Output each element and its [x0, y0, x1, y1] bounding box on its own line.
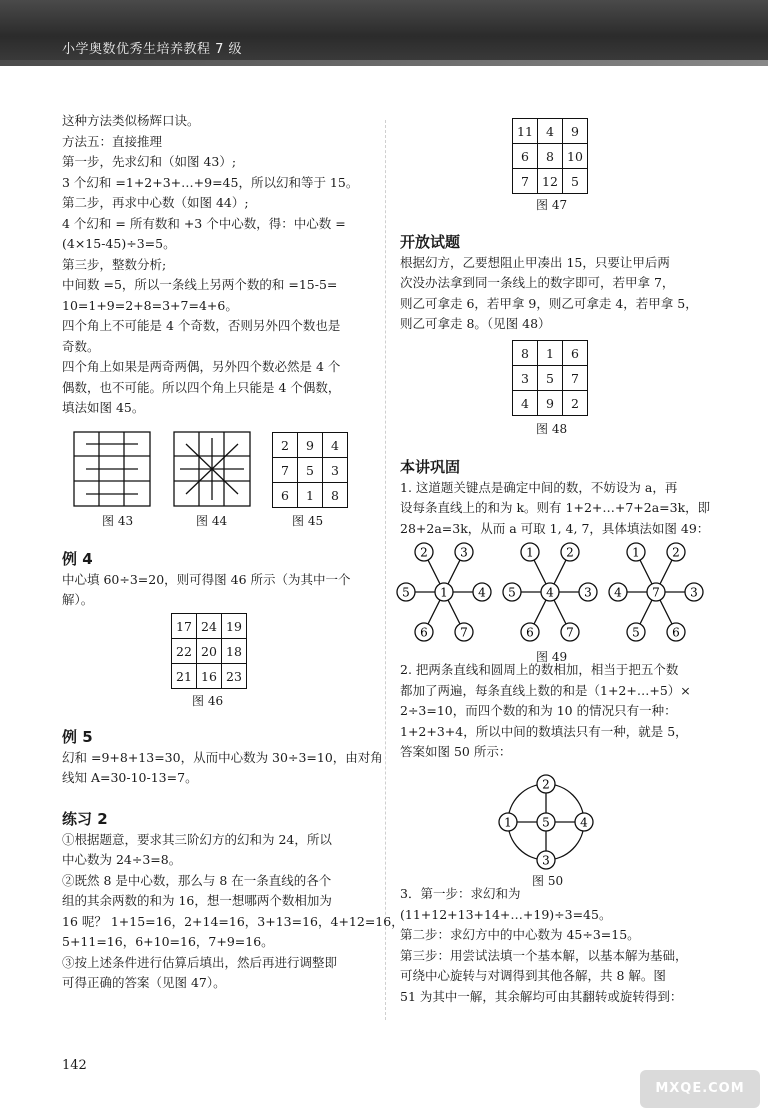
node [455, 623, 473, 641]
text-line: 方法五：直接推理 [62, 133, 163, 149]
node-label: 5 [632, 625, 640, 640]
text-line: 可绕中心旋转与对调得到其他各解，共 8 解。图 [400, 968, 666, 983]
banner-edge [0, 60, 768, 66]
consolidation [400, 457, 710, 539]
node [435, 583, 453, 601]
text-line: 线知 A=30-10-13=7。 [62, 770, 198, 785]
node-label: 7 [460, 625, 468, 640]
text-line: 3．第一步：求幻和为 [400, 886, 521, 901]
node-label: 2 [566, 545, 574, 560]
node-label: 1 [526, 545, 534, 560]
text-line: 中间数 =5，所以一条线上另两个数的和 =15-5= [62, 277, 338, 292]
svg-text:4: 4 [580, 815, 588, 830]
cell: 4 [538, 119, 563, 144]
cell: 7 [273, 458, 298, 483]
cell: 1 [538, 341, 563, 366]
cell: 6 [563, 341, 588, 366]
figure-49-stars [396, 538, 698, 646]
text-line: 4 个幻和 = 所有数和 +3 个中心数，得：中心数 = [62, 215, 346, 231]
node-label: 4 [478, 585, 486, 600]
text-line: ②既然 8 是中心数，那么与 8 在一条直线的各个 [62, 872, 332, 888]
node-label: 4 [546, 585, 554, 600]
text-line: ①根据题意，要求其三阶幻方的幻和为 24，所以 [62, 831, 332, 847]
text-line: 根据幻方，乙要想阻止甲凑出 15，只要让甲后两 [400, 254, 670, 270]
cell: 6 [273, 483, 298, 508]
node [609, 583, 627, 601]
node-label: 6 [526, 625, 534, 640]
open-question [400, 232, 698, 335]
text-line: 则乙可拿走 6，若甲拿 9，则乙可拿走 4，若甲拿 5， [400, 295, 698, 311]
figure-45-caption: 图 45 [292, 514, 324, 528]
node-label: 5 [508, 585, 516, 600]
text-line: 10=1+9=2+8=3+7=4+6。 [62, 297, 238, 313]
svg-text:5: 5 [542, 815, 550, 830]
cell: 12 [538, 169, 563, 194]
cell: 17 [172, 614, 197, 639]
cell: 2 [563, 391, 588, 416]
cell: 8 [323, 483, 348, 508]
text-line: 解）。 [62, 592, 94, 607]
figure-49-caption: 图 49 [536, 650, 568, 664]
consolidation-2 [400, 660, 691, 763]
text-line: 奇数。 [62, 338, 100, 354]
text-line: 中心数为 24÷3=8。 [62, 852, 182, 867]
node-label: 3 [460, 545, 468, 560]
cell: 20 [197, 639, 222, 664]
text-line: 1. 这道题关键点是确定中间的数，不妨设为 a，再 [400, 479, 678, 495]
text-line: (4×15-45)÷3=5。 [62, 236, 176, 251]
text-line: 1+2+3+4，所以中间的数填法只有一种，就是 5， [400, 723, 688, 739]
node [415, 623, 433, 641]
cell: 21 [172, 664, 197, 689]
text-line: ③按上述条件进行估算后填出，然后再进行调整即 [62, 954, 338, 970]
text-line: 第一步，先求幻和（如图 43）; [62, 154, 237, 169]
node-label: 7 [652, 585, 660, 600]
figure-48-magic-square [512, 340, 588, 416]
page-number: 142 [62, 1058, 87, 1073]
cell: 8 [538, 144, 563, 169]
text-line: 次没办法拿到同一条线上的数字即可，若甲拿 7， [400, 275, 675, 290]
cell: 9 [298, 433, 323, 458]
text-line: 5+11=16，6+10=16，7+9=16。 [62, 934, 274, 949]
node [685, 583, 703, 601]
node [397, 583, 415, 601]
text-line: 都加了两遍，每条直线上数的和是（1+2+…+5）× [400, 682, 691, 698]
text-line: 组的其余两数的和为 16，想一想哪两个数相加为 [62, 893, 332, 908]
cell: 9 [563, 119, 588, 144]
svg-text:2: 2 [542, 777, 550, 792]
star-diagram [609, 543, 703, 641]
text-line: 四个角上不可能是 4 个奇数，否则另外四个数也是 [62, 318, 341, 333]
cell: 18 [222, 639, 247, 664]
node [667, 543, 685, 561]
star-diagram [503, 543, 597, 641]
text-line: 2÷3=10，而四个数的和为 10 的情况只有一种： [400, 703, 677, 718]
node [473, 583, 491, 601]
text-line: 3 个幻和 =1+2+3+…+9=45，所以幻和等于 15。 [62, 174, 359, 190]
practice-2 [62, 809, 404, 994]
cell: 8 [513, 341, 538, 366]
figure-43-grid [72, 430, 152, 508]
node [627, 623, 645, 641]
cell: 6 [513, 144, 538, 169]
cell: 10 [563, 144, 588, 169]
figure-48-caption: 图 48 [536, 422, 568, 436]
figure-44-caption: 图 44 [196, 514, 228, 528]
text-line: (11+12+13+14+…+19)÷3=45。 [400, 906, 612, 922]
header-banner [0, 0, 768, 66]
node-label: 2 [420, 545, 428, 560]
node [561, 543, 579, 561]
text-line: 51 为其中一解，其余解均可由其翻转或旋转得到： [400, 988, 683, 1004]
figure-46-magic-square [171, 613, 247, 689]
node [561, 623, 579, 641]
book-title: 小学奥数优秀生培养教程 7 级 [62, 42, 243, 57]
figure-50-caption: 图 50 [532, 874, 564, 888]
node-label: 2 [672, 545, 680, 560]
node [537, 851, 555, 869]
cell: 5 [298, 458, 323, 483]
node-label: 1 [632, 545, 640, 560]
text-line: 这种方法类似杨辉口诀。 [62, 113, 200, 128]
node [575, 813, 593, 831]
text-line: 填法如图 45。 [62, 400, 145, 415]
node-label: 6 [672, 625, 680, 640]
consolidation-3 [400, 884, 688, 1007]
node [541, 583, 559, 601]
cell: 3 [323, 458, 348, 483]
node [521, 543, 539, 561]
text-line: 四个角上如果是两奇两偶，另外四个数必然是 4 个 [62, 359, 341, 374]
text-line: 幻和 =9+8+13=30，从而中心数为 30÷3=10，由对角 [62, 749, 383, 765]
svg-text:1: 1 [504, 815, 512, 830]
node [579, 583, 597, 601]
text-line: 第三步：用尝试法填一个基本解，以基本解为基础， [400, 947, 688, 963]
node [499, 813, 517, 831]
cell: 4 [323, 433, 348, 458]
node [455, 543, 473, 561]
cell: 5 [563, 169, 588, 194]
cell: 19 [222, 614, 247, 639]
cell: 24 [197, 614, 222, 639]
cell: 1 [298, 483, 323, 508]
cell: 3 [513, 366, 538, 391]
figure-47-caption: 图 47 [536, 198, 568, 212]
svg-text:3: 3 [542, 853, 550, 868]
node-label: 7 [566, 625, 574, 640]
node [537, 775, 555, 793]
cell: 4 [513, 391, 538, 416]
node-label: 6 [420, 625, 428, 640]
text-line: 设每条直线上的和为 k。则有 1+2+…+7+2a=3k，即 [400, 500, 711, 515]
example-4-title: 例 4 [62, 550, 93, 568]
text-line: 偶数，也不可能。所以四个角上只能是 4 个偶数， [62, 379, 341, 395]
figure-50-circle-diagram [492, 770, 602, 872]
figure-47-magic-square [512, 118, 588, 194]
node [647, 583, 665, 601]
node-label: 3 [584, 585, 592, 600]
consolidation-title: 本讲巩固 [400, 458, 461, 476]
node-label: 5 [402, 585, 410, 600]
figure-46-caption: 图 46 [192, 694, 224, 708]
text-line: 16 呢？ 1+15=16，2+14=16，3+13=16，4+12=16， [62, 913, 404, 929]
cell: 7 [563, 366, 588, 391]
cell: 16 [197, 664, 222, 689]
left-intro [62, 111, 358, 419]
cell: 23 [222, 664, 247, 689]
text-line: 28+2a=3k，从而 a 可取 1, 4, 7，具体填法如图 49： [400, 520, 710, 536]
cell: 2 [273, 433, 298, 458]
open-question-title: 开放试题 [400, 233, 461, 251]
node-label: 3 [690, 585, 698, 600]
node [415, 543, 433, 561]
node [627, 543, 645, 561]
practice-2-title: 练习 2 [62, 810, 108, 828]
node [667, 623, 685, 641]
cell: 11 [513, 119, 538, 144]
node [521, 623, 539, 641]
cell: 7 [513, 169, 538, 194]
figure-45-magic-square [272, 432, 348, 508]
example-4 [62, 549, 351, 611]
example-5-title: 例 5 [62, 728, 93, 746]
cell: 22 [172, 639, 197, 664]
cell: 5 [538, 366, 563, 391]
text-line: 可得正确的答案（见图 47）。 [62, 975, 226, 990]
cell: 9 [538, 391, 563, 416]
text-line: 答案如图 50 所示： [400, 744, 512, 759]
text-line: 第二步：求幻方中的中心数为 45÷3=15。 [400, 927, 640, 942]
text-line: 第三步，整数分析; [62, 256, 167, 272]
example-5 [62, 727, 383, 789]
text-line: 中心填 60÷3=20，则可得图 46 所示（为其中一个 [62, 571, 351, 587]
node [537, 813, 555, 831]
node-label: 4 [614, 585, 622, 600]
watermark: MXQE.COM [640, 1070, 760, 1108]
text-line: 2. 把两条直线和圆周上的数相加，相当于把五个数 [400, 662, 679, 677]
text-line: 则乙可拿走 8。（见图 48） [400, 316, 551, 331]
text-line: 第二步，再求中心数（如图 44）; [62, 195, 249, 210]
node [503, 583, 521, 601]
figure-44-grid [172, 430, 252, 508]
node-label: 1 [440, 585, 448, 600]
star-diagram [397, 543, 491, 641]
figure-43-caption: 图 43 [102, 514, 134, 528]
